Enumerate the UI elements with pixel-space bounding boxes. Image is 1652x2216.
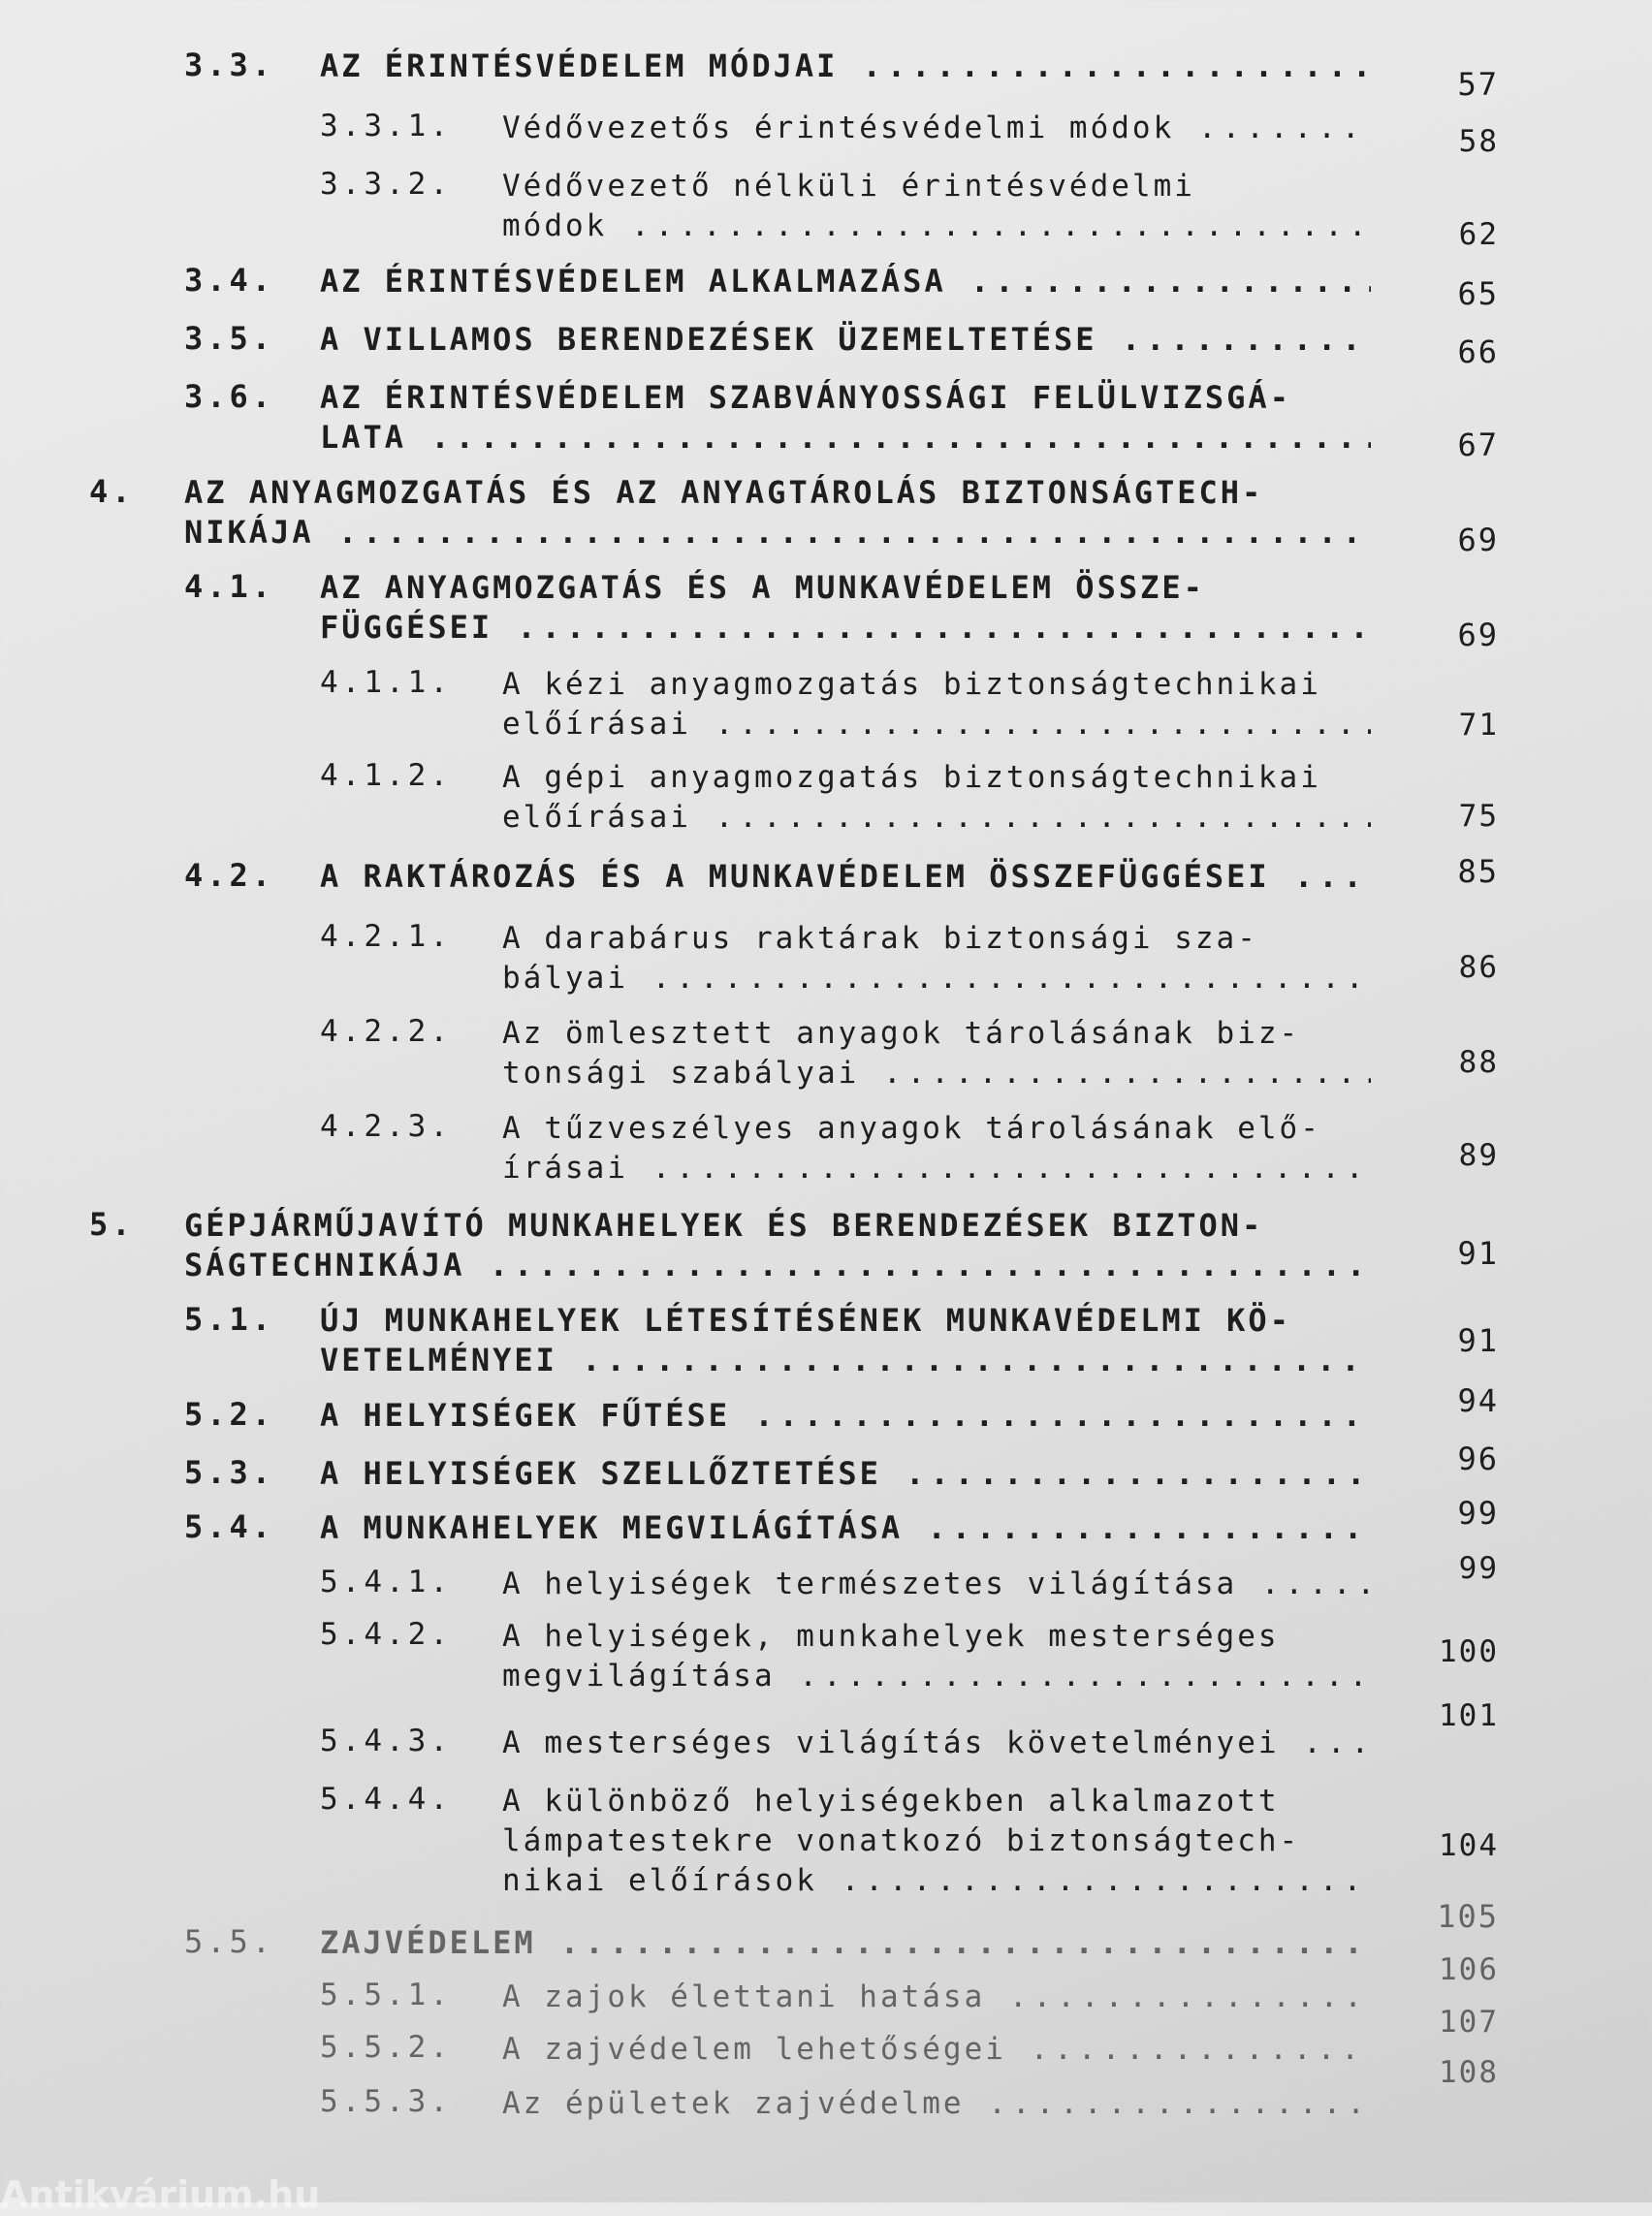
entry-title xyxy=(320,1508,1371,1548)
entry-title-line: Az ömlesztett anyagok tárolásának biz- xyxy=(502,1016,1301,1051)
entry-title xyxy=(320,568,1371,648)
entry-page-number: 106 xyxy=(1439,1952,1499,1987)
entry-page-number: 105 xyxy=(1437,1898,1499,1935)
entry-title-line: AZ ÉRINTÉSVÉDELEM ALKALMAZÁSA ..... xyxy=(320,262,1371,301)
entry-title xyxy=(502,1617,1371,1696)
entry-title-line: A zajvédelem lehetőségei ..... xyxy=(502,2030,1371,2070)
entry-title-line: A darabárus raktárak biztonsági sza- xyxy=(502,921,1258,956)
entry-number: 5.5. xyxy=(184,1923,275,1960)
entry-title-line: A gépi anyagmozgatás biztonságtechnikai xyxy=(502,760,1321,795)
entry-page-number: 96 xyxy=(1457,1440,1499,1477)
entry-title-line: A RAKTÁROZÁS ÉS A MUNKAVÉDELEM ÖSSZEFÜGGÉSEI ..... xyxy=(320,857,1371,897)
entry-number: 4.2.3. xyxy=(320,1109,452,1144)
entry-title-line: írásai ..... xyxy=(502,1149,1371,1188)
entry-page-number: 65 xyxy=(1457,275,1499,312)
entry-title-line: bályai ..... xyxy=(502,959,1371,998)
entry-title xyxy=(502,665,1371,744)
entry-title-line: A MUNKAHELYEK MEGVILÁGÍTÁSA ..... xyxy=(320,1508,1371,1548)
entry-title xyxy=(502,2030,1371,2070)
entry-title-line: előírásai ..... xyxy=(502,705,1371,744)
entry-title-line: módok ..... xyxy=(502,206,1371,246)
entry-title xyxy=(320,262,1371,301)
entry-page-number: 99 xyxy=(1458,1551,1499,1586)
entry-title-line: megvilágítása ..... xyxy=(502,1657,1371,1696)
entry-title xyxy=(320,320,1371,360)
entry-title-line: GÉPJÁRMŰJAVÍTÓ MUNKAHELYEK ÉS BERENDEZÉSEK BIZTON- xyxy=(184,1207,1264,1244)
entry-page-number: 88 xyxy=(1458,1045,1499,1080)
entry-number: 3.6. xyxy=(184,378,275,415)
entry-number: 4.1. xyxy=(184,568,275,605)
entry-number: 5.4.1. xyxy=(320,1565,452,1599)
entry-title-line: nikai előírások ..... xyxy=(502,1861,1371,1901)
entry-number: 4.2. xyxy=(184,857,275,894)
entry-title-line: A zajok élettani hatása ..... xyxy=(502,1978,1371,2017)
entry-title-line: ZAJVÉDELEM ..... xyxy=(320,1923,1371,1963)
entry-page-number: 101 xyxy=(1439,1698,1499,1733)
entry-title xyxy=(184,473,1371,553)
entry-number: 5. xyxy=(89,1206,135,1243)
entry-title-line: A helyiségek, munkahelyek mesterséges xyxy=(502,1619,1280,1654)
entry-title xyxy=(502,2084,1371,2124)
entry-page-number: 100 xyxy=(1439,1634,1499,1669)
entry-title-line: Védővezetős érintésvédelmi módok ..... xyxy=(502,109,1371,148)
entry-page-number: 67 xyxy=(1457,427,1499,463)
entry-number: 3.3.2. xyxy=(320,167,452,202)
entry-title xyxy=(502,1109,1371,1188)
entry-number: 4.1.1. xyxy=(320,665,452,700)
entry-title-line: LATA ..... xyxy=(320,418,1371,458)
entry-title xyxy=(502,1978,1371,2017)
entry-page-number: 94 xyxy=(1457,1382,1499,1419)
entry-title xyxy=(320,1923,1371,1963)
entry-number: 5.5.3. xyxy=(320,2084,452,2119)
entry-title-line: A helyiségek természetes világítása ..... xyxy=(502,1565,1371,1604)
entry-page-number: 86 xyxy=(1458,950,1499,985)
entry-title xyxy=(502,758,1371,838)
entry-number: 5.2. xyxy=(184,1396,275,1433)
entry-page-number: 85 xyxy=(1457,853,1499,890)
entry-title xyxy=(502,1782,1371,1901)
entry-number: 5.3. xyxy=(184,1454,275,1491)
entry-number: 4. xyxy=(89,473,135,510)
entry-title-line: A különböző helyiségekben alkalmazott xyxy=(502,1784,1280,1819)
entry-title-line: A HELYISÉGEK SZELLŐZTETÉSE ..... xyxy=(320,1454,1371,1494)
entry-title xyxy=(320,1396,1371,1436)
entry-title xyxy=(502,109,1371,148)
entry-title-line: A mesterséges világítás követelményei ..... xyxy=(502,1724,1371,1763)
entry-title xyxy=(320,1454,1371,1494)
entry-number: 4.2.1. xyxy=(320,919,452,954)
entry-page-number: 89 xyxy=(1458,1138,1499,1173)
entry-title-line: tonsági szabályai ..... xyxy=(502,1054,1371,1093)
entry-title-line: Védővezető nélküli érintésvédelmi xyxy=(502,169,1195,204)
entry-title-line: AZ ÉRINTÉSVÉDELEM MÓDJAI ..... xyxy=(320,47,1371,86)
entry-title xyxy=(320,857,1371,897)
entry-page-number: 91 xyxy=(1457,1235,1499,1272)
entry-title xyxy=(184,1206,1371,1285)
entry-page-number: 69 xyxy=(1457,617,1499,653)
entry-title xyxy=(502,919,1371,998)
entry-title-line: A HELYISÉGEK FŰTÉSE ..... xyxy=(320,1396,1371,1436)
entry-title-line: FÜGGÉSEI ..... xyxy=(320,608,1371,648)
entry-page-number: 91 xyxy=(1457,1322,1499,1359)
entry-title-line: AZ ÉRINTÉSVÉDELEM SZABVÁNYOSSÁGI FELÜLVIZSGÁ- xyxy=(320,379,1291,416)
entry-title-line: NIKÁJA ..... xyxy=(184,513,1371,553)
entry-title-line: A VILLAMOS BERENDEZÉSEK ÜZEMELTETÉSE ..... xyxy=(320,320,1371,360)
watermark-logo: Antikvárium.hu xyxy=(0,2173,321,2216)
entry-number: 5.1. xyxy=(184,1301,275,1338)
entry-title-line: A tűzveszélyes anyagok tárolásának elő- xyxy=(502,1111,1321,1146)
entry-page-number: 62 xyxy=(1458,217,1499,252)
entry-number: 5.4.4. xyxy=(320,1782,452,1817)
entry-number: 3.3. xyxy=(184,47,275,83)
entry-number: 5.5.1. xyxy=(320,1978,452,2012)
entry-title-line: AZ ANYAGMOZGATÁS ÉS AZ ANYAGTÁROLÁS BIZTONSÁGTECH- xyxy=(184,474,1264,511)
entry-number: 3.3.1. xyxy=(320,109,452,143)
entry-title-line: A kézi anyagmozgatás biztonságtechnikai xyxy=(502,667,1321,702)
entry-title xyxy=(502,1724,1371,1763)
entry-page-number: 108 xyxy=(1439,2055,1499,2090)
entry-page-number: 99 xyxy=(1457,1495,1499,1532)
entry-title-line: VETELMÉNYEI ..... xyxy=(320,1341,1371,1380)
entry-title xyxy=(502,1014,1371,1093)
entry-page-number: 107 xyxy=(1439,2005,1499,2040)
entry-title-line: ÚJ MUNKAHELYEK LÉTESÍTÉSÉNEK MUNKAVÉDELMI KÖ- xyxy=(320,1302,1291,1339)
entry-title xyxy=(320,378,1371,458)
entry-title-line: AZ ANYAGMOZGATÁS ÉS A MUNKAVÉDELEM ÖSSZE- xyxy=(320,569,1205,606)
entry-title xyxy=(320,1301,1371,1380)
entry-page-number: 57 xyxy=(1457,66,1499,103)
entry-page-number: 71 xyxy=(1458,708,1499,743)
entry-title-line: Az épületek zajvédelme ..... xyxy=(502,2084,1371,2124)
entry-title-line: SÁGTECHNIKÁJA ..... xyxy=(184,1246,1371,1285)
entry-number: 5.4.3. xyxy=(320,1724,452,1758)
entry-page-number: 58 xyxy=(1458,124,1499,159)
entry-number: 3.4. xyxy=(184,262,275,299)
entry-title-line: lámpatestekre vonatkozó biztonságtech- xyxy=(502,1823,1301,1858)
entry-page-number: 75 xyxy=(1458,799,1499,834)
entry-number: 3.5. xyxy=(184,320,275,357)
entry-title xyxy=(502,167,1371,246)
entry-number: 5.4.2. xyxy=(320,1617,452,1652)
entry-number: 5.4. xyxy=(184,1508,275,1545)
entry-number: 5.5.2. xyxy=(320,2030,452,2065)
entry-page-number: 69 xyxy=(1457,522,1499,558)
entry-page-number: 104 xyxy=(1439,1828,1499,1863)
entry-number: 4.1.2. xyxy=(320,758,452,793)
entry-title xyxy=(320,47,1371,86)
entry-title xyxy=(502,1565,1371,1604)
entry-number: 4.2.2. xyxy=(320,1014,452,1049)
entry-title-line: előírásai ..... xyxy=(502,798,1371,838)
entry-page-number: 66 xyxy=(1457,333,1499,370)
